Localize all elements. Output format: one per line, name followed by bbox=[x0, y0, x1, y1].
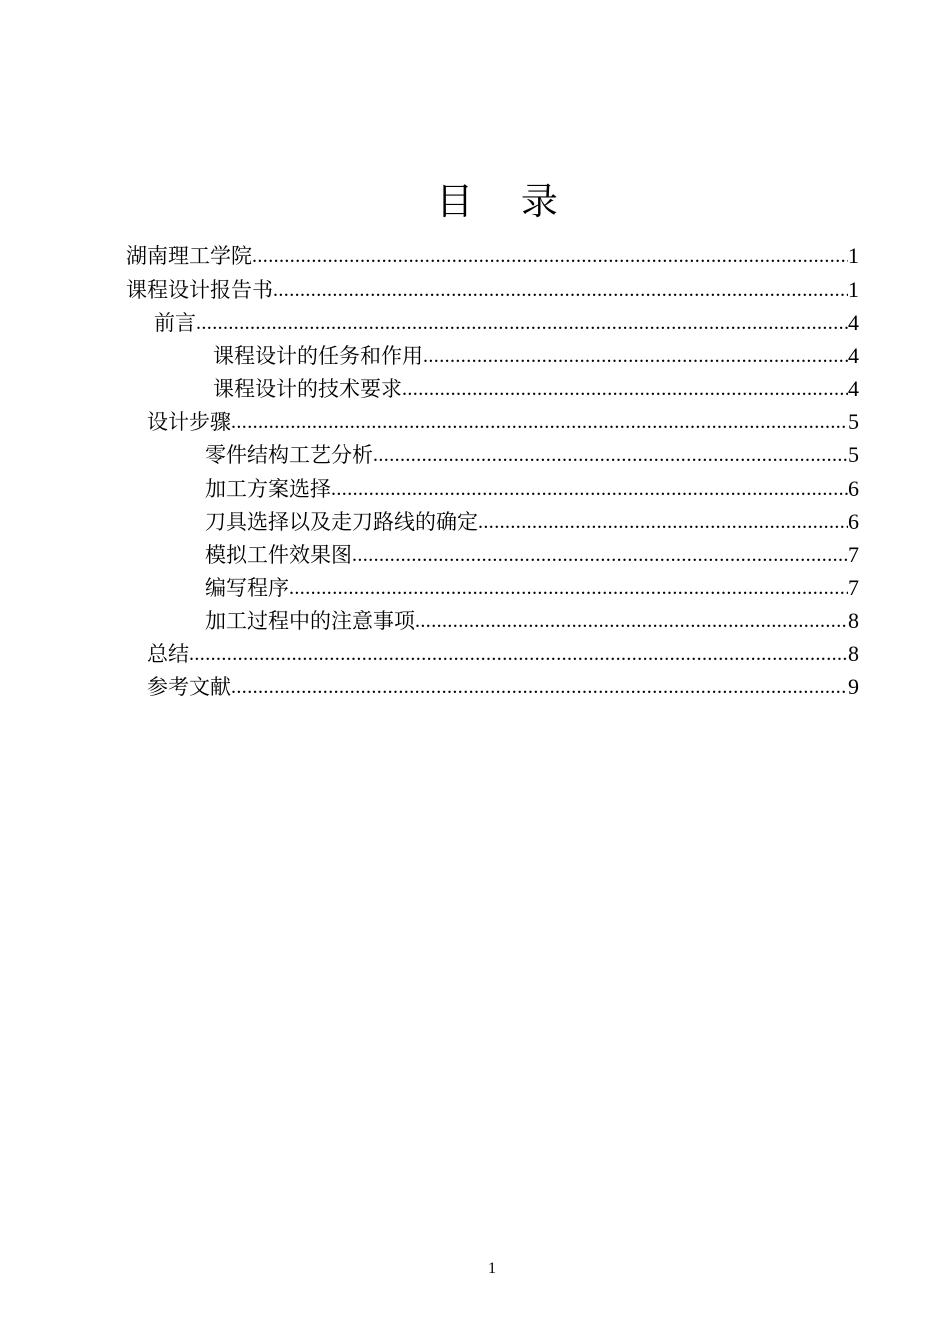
toc-leader-dots bbox=[331, 473, 848, 505]
toc-entry-page: 6 bbox=[848, 476, 859, 501]
toc-entry-page: 4 bbox=[848, 343, 859, 368]
toc-entry[interactable] bbox=[205, 439, 859, 471]
toc-leader-dots bbox=[196, 307, 848, 339]
toc-entry[interactable] bbox=[205, 605, 859, 637]
toc-entry-page: 6 bbox=[848, 509, 859, 534]
toc-entry-label: 编写程序 bbox=[205, 576, 289, 600]
toc-entry-label: 参考文献 bbox=[147, 675, 231, 699]
toc-entry-label: 课程设计的任务和作用 bbox=[213, 344, 423, 368]
toc-entry-page: 7 bbox=[848, 575, 859, 600]
toc-entry-page: 7 bbox=[848, 542, 859, 567]
toc-entry[interactable] bbox=[147, 671, 859, 703]
toc-leader-dots bbox=[373, 439, 848, 471]
toc-leader-dots bbox=[423, 340, 848, 372]
toc-leader-dots bbox=[231, 671, 848, 703]
toc-entry[interactable] bbox=[213, 373, 859, 405]
page-number: 1 bbox=[488, 1260, 496, 1277]
toc-entry-page: 4 bbox=[848, 376, 859, 401]
toc-leader-dots bbox=[189, 638, 848, 670]
toc-leader-dots bbox=[352, 539, 848, 571]
toc-entry[interactable] bbox=[205, 506, 859, 538]
toc-entry[interactable] bbox=[126, 274, 859, 306]
toc-entry[interactable] bbox=[147, 406, 859, 438]
toc-entry-label: 模拟工件效果图 bbox=[205, 543, 352, 567]
toc-entry-page: 8 bbox=[848, 608, 859, 633]
toc-entry-label: 前言 bbox=[154, 311, 196, 335]
toc-entry-page: 5 bbox=[848, 442, 859, 467]
toc-entry-label: 课程设计报告书 bbox=[126, 278, 273, 302]
toc-entry-label: 加工过程中的注意事项 bbox=[205, 609, 415, 633]
toc-leader-dots bbox=[402, 373, 848, 405]
toc-entry-page: 5 bbox=[848, 409, 859, 434]
toc-leader-dots bbox=[273, 274, 848, 306]
toc-leader-dots bbox=[252, 240, 848, 272]
toc-entry[interactable] bbox=[205, 539, 859, 571]
toc-entry-label: 湖南理工学院 bbox=[126, 244, 252, 268]
toc-entry-label: 总结 bbox=[147, 642, 189, 666]
page-title: 目 录 bbox=[436, 180, 576, 223]
toc-entry[interactable] bbox=[147, 638, 859, 670]
toc-entry-page: 9 bbox=[848, 674, 859, 699]
toc-entry[interactable] bbox=[213, 340, 859, 372]
toc-entry-page: 1 bbox=[848, 243, 859, 268]
toc-entry[interactable] bbox=[154, 307, 859, 339]
toc-entry-label: 零件结构工艺分析 bbox=[205, 443, 373, 467]
toc-entry-page: 4 bbox=[848, 310, 859, 335]
toc-entry[interactable] bbox=[205, 473, 859, 505]
toc-entry-label: 刀具选择以及走刀路线的确定 bbox=[205, 510, 478, 534]
toc-leader-dots bbox=[415, 605, 848, 637]
toc-entry-label: 设计步骤 bbox=[147, 410, 231, 434]
toc-entry[interactable] bbox=[205, 572, 859, 604]
toc-entry-label: 加工方案选择 bbox=[205, 477, 331, 501]
toc-entry-label: 课程设计的技术要求 bbox=[213, 377, 402, 401]
toc-entry-page: 8 bbox=[848, 641, 859, 666]
toc-entry-page: 1 bbox=[848, 277, 859, 302]
toc-leader-dots bbox=[289, 572, 848, 604]
toc-entry[interactable] bbox=[126, 240, 859, 272]
toc-leader-dots bbox=[231, 406, 848, 438]
toc-leader-dots bbox=[478, 506, 848, 538]
